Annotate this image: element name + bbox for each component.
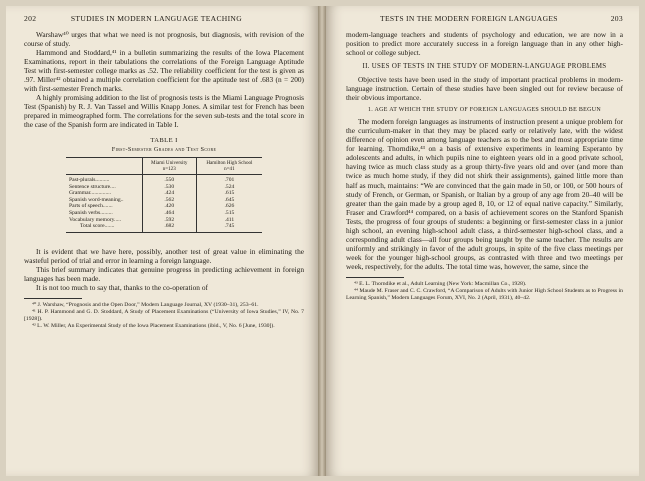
- cell-hamilton: .701: [196, 177, 262, 184]
- left-running-head: STUDIES IN MODERN LANGUAGE TEACHING: [70, 14, 242, 23]
- cell-miami: .424: [142, 190, 196, 197]
- row-label: Sentence structure....: [69, 183, 116, 190]
- left-running-header: [24, 14, 304, 30]
- table-row: [66, 190, 262, 197]
- left-paragraph: This brief summary indicates that genuine progress in predicting achievement in foreign languages has been made.: [24, 264, 304, 283]
- table-header-blank: [66, 157, 142, 174]
- row-label: Spanish word-meaning..: [69, 196, 124, 203]
- right-paragraph: Objective tests have been used in the study of important practical problems in modern-language instruction. Certain of these studies have been singled out for review because of their obvious importance.: [346, 74, 623, 102]
- cell-miami: .420: [142, 203, 196, 210]
- cell-miami: .530: [142, 184, 196, 191]
- cell-hamilton: .411: [196, 217, 262, 224]
- footnote: ⁴¹ H. P. Hammond and G. D. Stoddard, A Study of Placement Examinations (“University of Iowa Studies,” IV, No. 7 [1928]).: [24, 309, 304, 323]
- col2-label: Hamilton High School: [206, 159, 253, 166]
- row-label: Spanish verbs.........: [69, 209, 113, 216]
- cell-hamilton: .515: [196, 210, 262, 217]
- right-paragraph: The modern foreign languages as instruments of instruction present a unique problem for the curriculum-maker in that they may be placed early or relatively late, with the widest difference of opinion even among language teachers as to the best and most appropriate time for learning. Thorndike,⁴³ on a basis of extensive experiments in learning Esperanto by adolescents and adults, in which pupils nine to eighteen years old in a good private school, having twice as much class study as a group thirty-five years old and over (and more than twice as much home study, if they did not shirk their assignments), gained little more than half as much, maintains: “We are convinced that the gain made in 50, or 100, or 500 hours of study of French, or German, or Spanish, or Italian by a group of any age from 20–40 will be greater than the gain made by a group aged 8, 10, or 12 of equal native capacity.” Similarly, Fraser and Crawford⁴⁴ compared, on a basis of achievement scores on the Stanford Spanish Tests, the progress of four groups of students: a beginning or first-semester class in a junior high school, an evening high-school adult class, a third-semester high-school class, and a corresponding adult class—all four groups being taught by the same teacher. The results are uniformly and strikingly in favor of the adult groups, in spite of the five class meetings per week for the younger high-school groups, as contrasted with three and two meetings per week, respectively, for the adults. The total time was, however, the same, since the: [346, 117, 623, 271]
- footnote-rule: [346, 277, 404, 278]
- left-paragraph: Warshaw⁴⁰ urges that what we need is not prognosis, but diagnosis, with revision of the course of study.: [24, 30, 304, 49]
- col2-n: n=41: [224, 165, 235, 172]
- table-header-miami: [142, 157, 196, 174]
- row-label: Past-plurals..........: [69, 177, 110, 184]
- table-row: [66, 203, 262, 210]
- section-heading: II. USES OF TESTS IN THE STUDY OF MODERN-LANGUAGE PROBLEMS: [362, 63, 607, 71]
- left-paragraph: Hammond and Stoddard,⁴¹ in a bulletin summarizing the results of the Iowa Placement Examinations, report in their tabulations the correlations of the Foreign Language Aptitude Test with first-semester college marks as .52. The reliability coefficient for the test is given as .97. Miller⁴² obtained a multiple correlation coefficient for the aptitude test of .683 (n = 200) with first-semester French marks.: [24, 48, 304, 94]
- row-label: Parts of speech.......: [69, 203, 113, 210]
- right-running-head: TESTS IN THE MODERN FOREIGN LANGUAGES: [380, 14, 558, 23]
- left-page-content: [24, 14, 304, 330]
- book-gutter: [318, 6, 326, 476]
- left-page-number: 202: [24, 14, 37, 23]
- table-row: [66, 177, 262, 184]
- table-row-total: [66, 223, 262, 232]
- footnote: ⁴⁴ Maude M. Fraser and C. C. Crawford, “A Comparison of Adults with Junior High School Students as to Progress in Learning Spanish,” Modern Languages Forum, XVI, No. 2 (April, 1931), 40–42.: [346, 288, 623, 302]
- col1-label: Miami University: [151, 159, 188, 166]
- cell-miami: .464: [142, 210, 196, 217]
- cell-hamilton: .745: [196, 223, 262, 232]
- cell-miami: .562: [142, 197, 196, 204]
- cell-hamilton: .615: [196, 190, 262, 197]
- left-paragraph: A highly promising addition to the list of prognosis tests is the Miami Language Prognosis Test (Spanish) by R. J. Van Tassel and Willis Knapp Jones. A similar test for French has been prepared in mimeographed form. The correlations for the seven sub-tests and the total score in the case of the Spanish form are indicated in Table I.: [24, 93, 304, 130]
- subsection-heading: 1. AGE AT WHICH THE STUDY OF FOREIGN LANGUAGES SHOULD BE BEGUN: [367, 106, 602, 113]
- correlation-table: [66, 157, 262, 233]
- cell-miami: .592: [142, 217, 196, 224]
- right-running-header: [346, 14, 623, 30]
- right-page-content: [346, 14, 623, 302]
- col1-n: n=123: [162, 165, 176, 172]
- table-header-hamilton: [196, 157, 262, 174]
- left-page: [6, 6, 318, 476]
- row-label: Grammar...............: [69, 190, 112, 197]
- table-caption: TABLE I: [150, 136, 178, 144]
- row-label: Vocabulary memory.....: [69, 216, 122, 223]
- table-row: [66, 184, 262, 191]
- footnote: ⁴² L. W. Miller, An Experimental Study of the Iowa Placement Examinations (ibid., V, No. 6 [June, 1930]).: [32, 323, 275, 330]
- cell-miami: .550: [142, 177, 196, 184]
- row-label: Total score.......: [66, 223, 142, 232]
- right-page-number: 203: [610, 14, 623, 23]
- footnote: ⁴³ E. L. Thorndike et al., Adult Learning (New York: Macmillan Co., 1928).: [354, 280, 527, 287]
- left-paragraph: It is not too much to say that, thanks to the co-operation of: [36, 282, 208, 292]
- cell-hamilton: .626: [196, 203, 262, 210]
- right-page: [326, 6, 639, 476]
- footnote: ⁴⁰ J. Warshaw, “Prognosis and the Open Door,” Modern Language Journal, XV (1930–31), 253–61.: [32, 302, 259, 308]
- left-paragraph: It is evident that we have here, possibly, another test of great value in eliminating the wasteful period of trial and error in learning a foreign language.: [24, 246, 304, 265]
- footnote-rule: [24, 298, 82, 299]
- table-title: First-Semester Grades and Test Score: [111, 145, 217, 153]
- table-row: [66, 217, 262, 224]
- cell-hamilton: .645: [196, 197, 262, 204]
- cell-hamilton: .524: [196, 184, 262, 191]
- table-header-row: [66, 157, 262, 174]
- right-paragraph: modern-language teachers and students of psychology and education, we are now in a position to predict more accurately success in a foreign language than in any other high-school or college subject.: [346, 30, 623, 58]
- table-row: [66, 210, 262, 217]
- cell-miami: .682: [142, 223, 196, 232]
